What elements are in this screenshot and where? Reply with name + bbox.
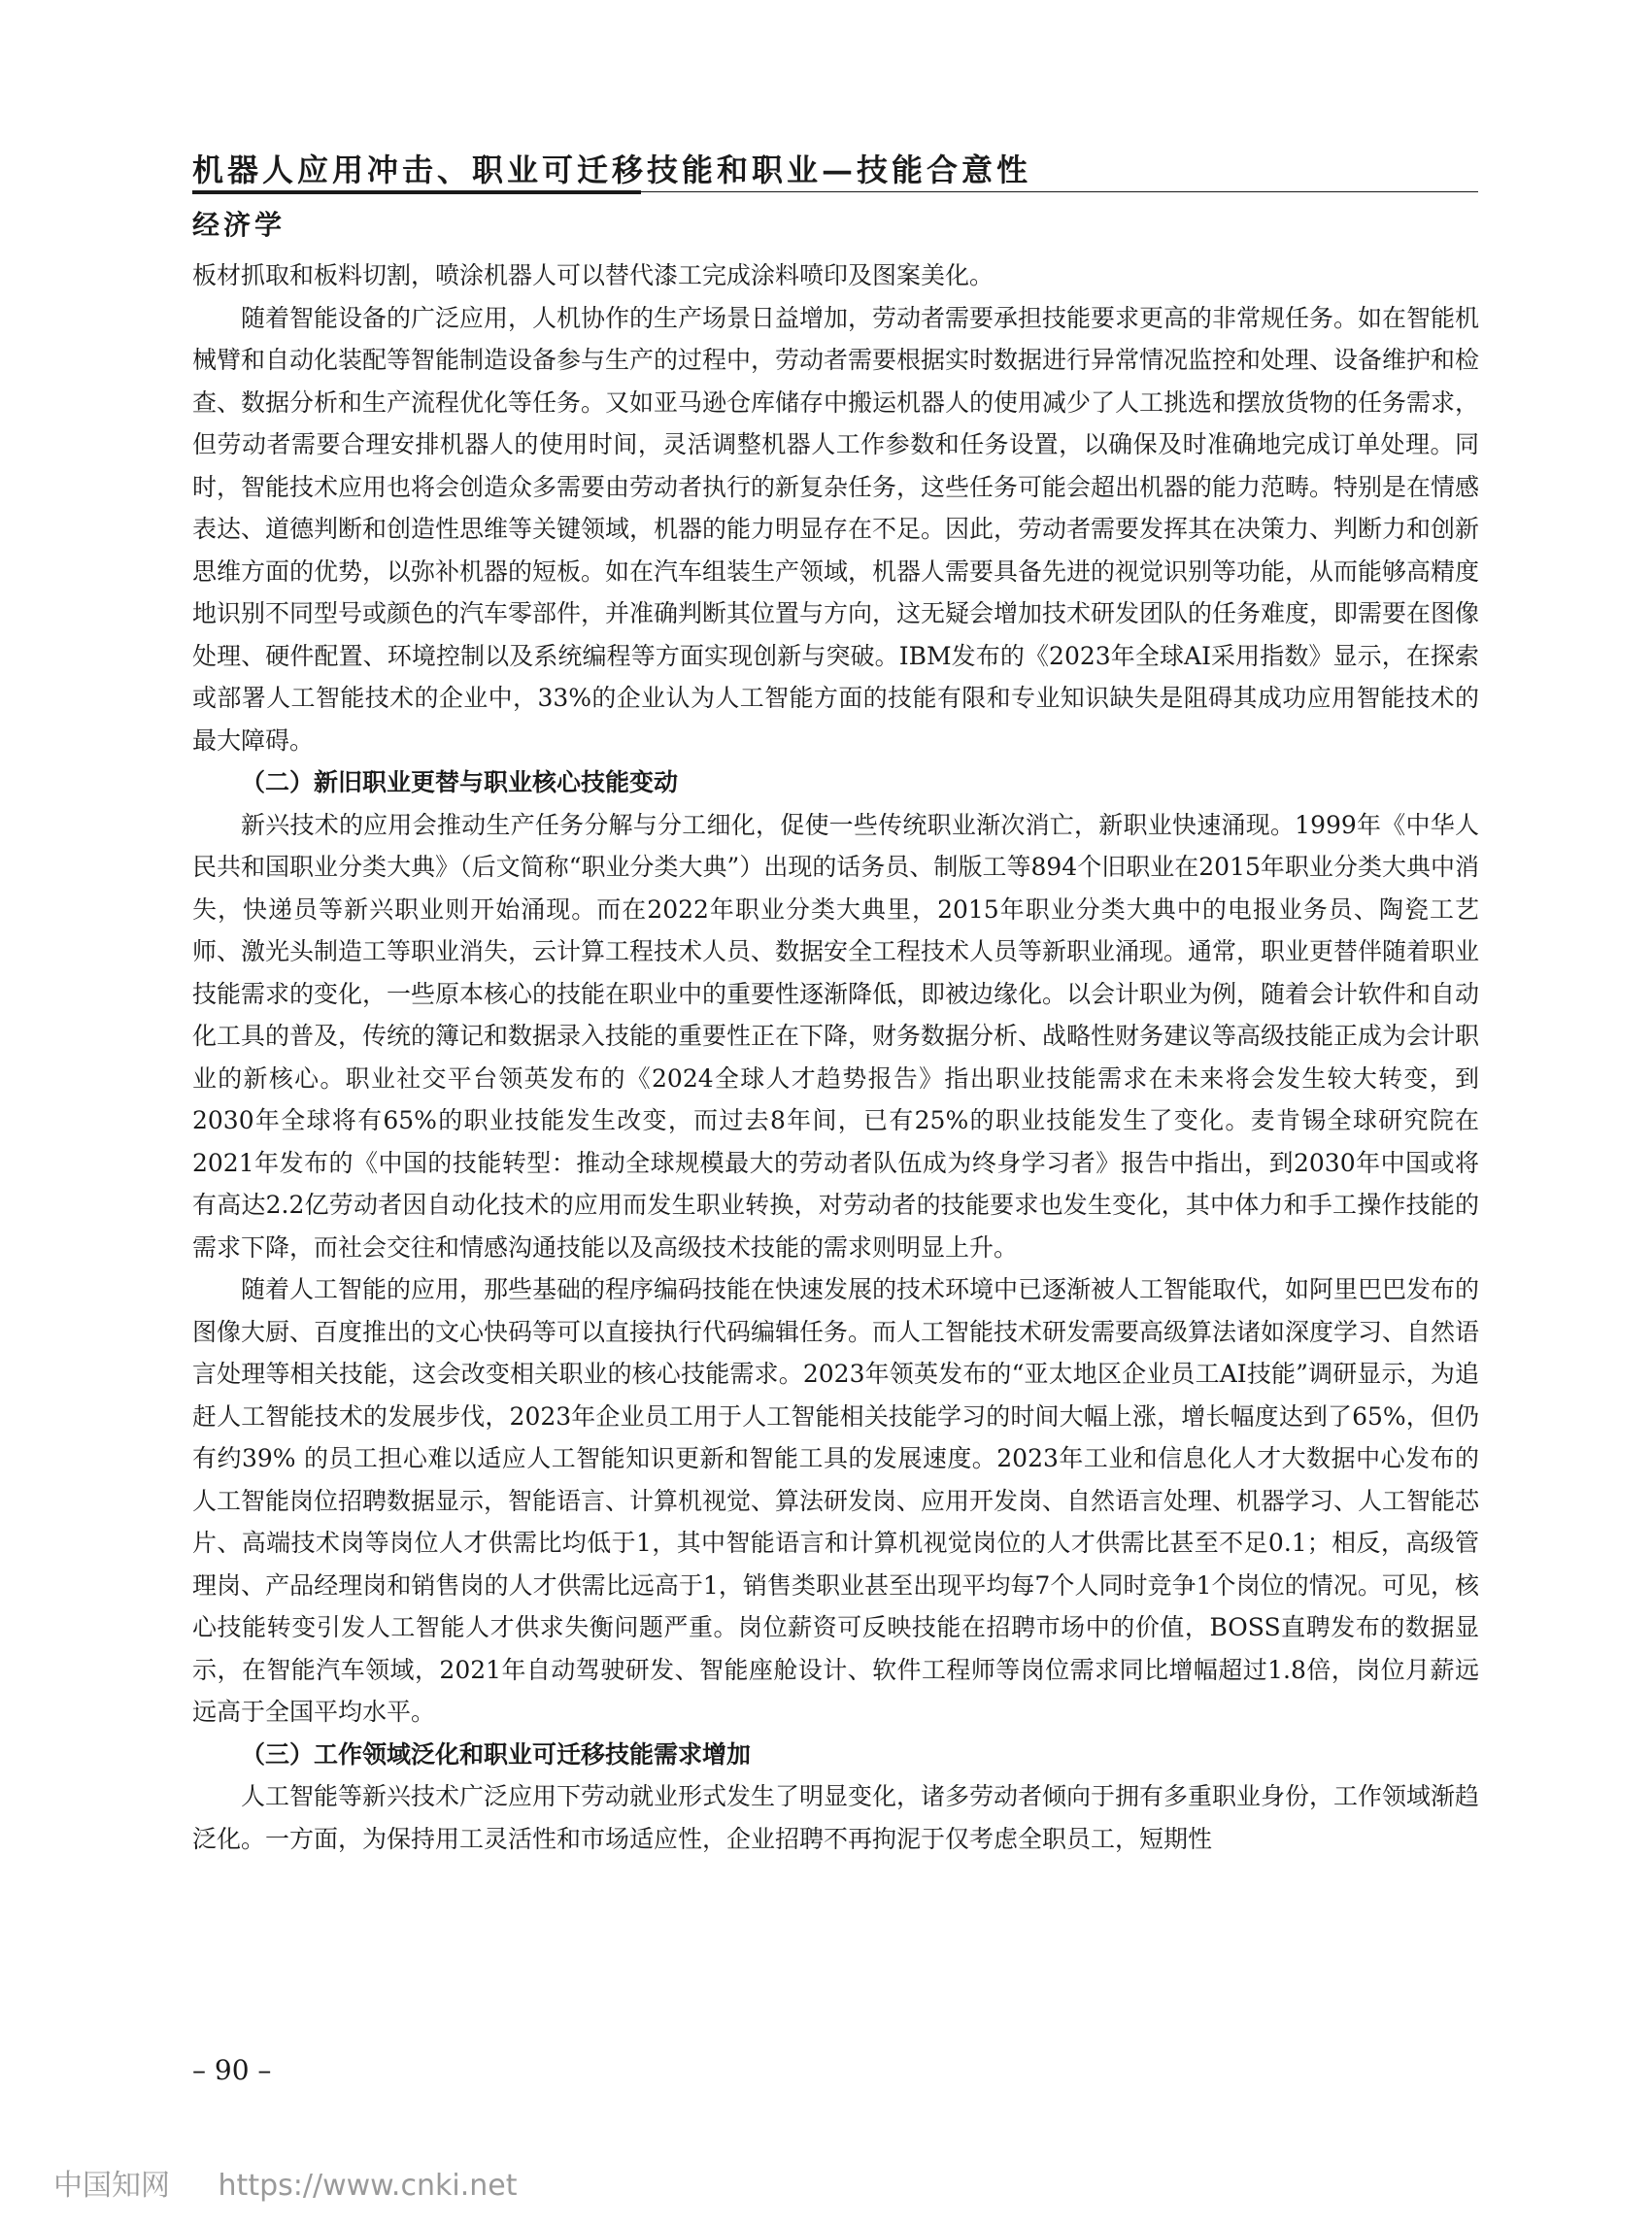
page-number: – 90 – <box>192 2054 272 2086</box>
section-heading: （三）工作领域泛化和职业可迁移技能需求增加 <box>241 1739 752 1769</box>
running-header-title: 机器人应用冲击、职业可迁移技能和职业—技能合意性 <box>192 152 1032 188</box>
cnki-watermark <box>53 2161 517 2204</box>
paragraph: 板材抓取和板料切割，喷涂机器人可以替代漆工完成涂料喷印及图案美化。 <box>192 261 995 289</box>
cnki-logo: 中国知网 <box>53 2169 170 2203</box>
header-rule <box>192 190 641 194</box>
paragraph: 新兴技术的应用会推动生产任务分解与分工细化，促使一些传统职业渐次消亡，新职业快速涌现。1999年《中华人民共和国职业分类大典》（后文简称“职业分类大典”）出现的话务员、制版工等894个旧职业在2015年职业分类大典中消失，快递员等新兴职业则开始涌现。而在2022年职业分类大典里，2015年职业分类大典中的电报业务员、陶瓷工艺师、激光头制造工等职业消失，云计算工程技术人员、数据安全工程技术人员等新职业涌现。通常，职业更替伴随着职业技能需求的变化，一些原本核心的技能在职业中的重要性逐渐降低，即被边缘化。以会计职业为例，随着会计软件和自动化工具的普及，传统的簿记和数据录入技能的重要性正在下降，财务数据分析、战略性财务建议等高级技能正成为会计职业的新核心。职业社交平台领英发布的《2024全球人才趋势报告》指出职业技能需求在未来将会发生较大转变，到2030年全球将有65%的职业技能发生改变，而过去8年间，已有25%的职业技能发生了变化。麦肯锡全球研究院在2021年发布的《中国的技能转型：推动全球规模最大的劳动者队伍成为终身学习者》报告中指出，到2030年中国或将有高达2.2亿劳动者因自动化技术的应用而发生职业转换，对劳动者的技能要求也发生变化，其中体力和手工操作技能的需求下降，而社会交往和情感沟通技能以及高级技术技能的需求则明显上升。 <box>192 810 1480 1262</box>
section-heading: （二）新旧职业更替与职业核心技能变动 <box>241 768 679 796</box>
section-label: 经济学 <box>192 209 287 241</box>
article-body <box>192 254 1479 1860</box>
paragraph: 人工智能等新兴技术广泛应用下劳动就业形式发生了明显变化，诸多劳动者倾向于拥有多重职业身份，工作领域渐趋泛化。一方面，为保持用工灵活性和市场适应性，企业招聘不再拘泥于仅考虑全职员工，短期性 <box>192 1782 1480 1853</box>
cnki-url[interactable]: https://www.cnki.net <box>218 2169 518 2203</box>
paragraph: 随着人工智能的应用，那些基础的程序编码技能在快速发展的技术环境中已逐渐被人工智能取代，如阿里巴巴发布的图像大厨、百度推出的文心快码等可以直接执行代码编辑任务。而人工智能技术研发需要高级算法诸如深度学习、自然语言处理等相关技能，这会改变相关职业的核心技能需求。2023年领英发布的“亚太地区企业员工AI技能”调研显示，为追赶人工智能技术的发展步伐，2023年企业员工用于人工智能相关技能学习的时间大幅上涨，增长幅度达到了65%，但仍有约39% 的员工担心难以适应人工智能知识更新和智能工具的发展速度。2023年工业和信息化人才大数据中心发布的人工智能岗位招聘数据显示，智能语言、计算机视觉、算法研发岗、应用开发岗、自然语言处理、机器学习、人工智能芯片、高端技术岗等岗位人才供需比均低于1，其中智能语言和计算机视觉岗位的人才供需比甚至不足0.1；相反，高级管理岗、产品经理岗和销售岗的人才供需比远高于1，销售类职业甚至出现平均每7个人同时竞争1个岗位的情况。可见，核心技能转变引发人工智能人才供求失衡问题严重。岗位薪资可反映技能在招聘市场中的价值，BOSS直聘发布的数据显示，在智能汽车领域，2021年自动驾驶研发、智能座舱设计、软件工程师等岗位需求同比增幅超过1.8倍，岗位月薪远远高于全国平均水平。 <box>192 1275 1480 1726</box>
paragraph: 随着智能设备的广泛应用，人机协作的生产场景日益增加，劳动者需要承担技能要求更高的非常规任务。如在智能机械臂和自动化装配等智能制造设备参与生产的过程中，劳动者需要根据实时数据进行异常情况监控和处理、设备维护和检查、数据分析和生产流程优化等任务。又如亚马逊仓库储存中搬运机器人的使用减少了人工挑选和摆放货物的任务需求，但劳动者需要合理安排机器人的使用时间，灵活调整机器人工作参数和任务设置，以确保及时准确地完成订单处理。同时，智能技术应用也将会创造众多需要由劳动者执行的新复杂任务，这些任务可能会超出机器的能力范畴。特别是在情感表达、道德判断和创造性思维等关键领域，机器的能力明显存在不足。因此，劳动者需要发挥其在决策力、判断力和创新思维方面的优势，以弥补机器的短板。如在汽车组装生产领域，机器人需要具备先进的视觉识别等功能，从而能够高精度地识别不同型号或颜色的汽车零部件，并准确判断其位置与方向，这无疑会增加技术研发团队的任务难度，即需要在图像处理、硬件配置、环境控制以及系统编程等方面实现创新与突破。IBM发布的《2023年全球AI采用指数》显示，在探索或部署人工智能技术的企业中，33%的企业认为人工智能方面的技能有限和专业知识缺失是阻碍其成功应用智能技术的最大障碍。 <box>192 303 1480 755</box>
header-rule-thin <box>641 191 1478 192</box>
